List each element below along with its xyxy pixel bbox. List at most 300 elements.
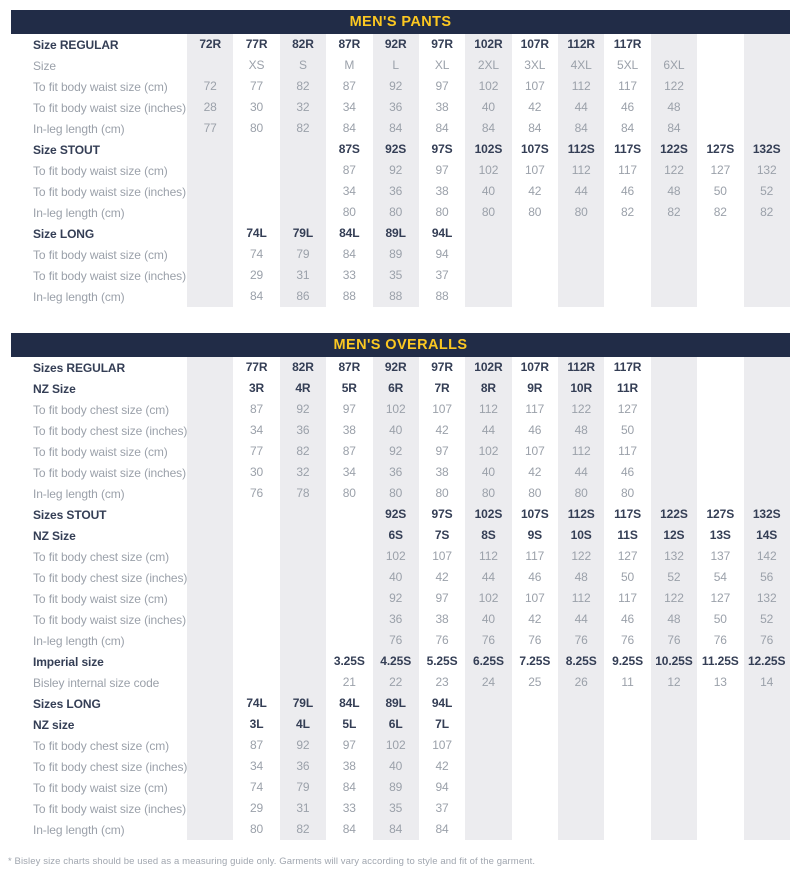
size-cell: 84 bbox=[558, 118, 604, 139]
size-cell: 29 bbox=[249, 268, 264, 282]
size-cell bbox=[187, 609, 233, 630]
size-cell: 8R bbox=[465, 378, 511, 399]
size-cell bbox=[280, 504, 326, 525]
size-cell bbox=[187, 798, 233, 819]
size-cell: 107 bbox=[524, 444, 545, 458]
size-cell: 102 bbox=[373, 735, 419, 756]
size-cell: 102R bbox=[465, 34, 511, 55]
size-cell bbox=[465, 756, 511, 777]
size-cell bbox=[604, 798, 650, 819]
size-cell: 50 bbox=[713, 184, 727, 198]
row-label: To fit body waist size (inches) bbox=[33, 612, 186, 627]
size-cell: 34 bbox=[342, 465, 356, 479]
size-cell bbox=[744, 55, 790, 76]
size-cell bbox=[604, 286, 650, 307]
size-cell bbox=[744, 462, 790, 483]
table-row bbox=[11, 525, 790, 546]
size-cell: 97R bbox=[431, 360, 453, 374]
size-cell: 102 bbox=[465, 160, 511, 181]
size-cell bbox=[697, 223, 743, 244]
size-cell bbox=[280, 139, 326, 160]
size-cell: 6R bbox=[373, 378, 419, 399]
size-cell: 107 bbox=[524, 79, 545, 93]
mens-overalls-table bbox=[11, 333, 790, 840]
size-cell: 84 bbox=[435, 121, 449, 135]
size-cell bbox=[604, 223, 650, 244]
size-cell: 80 bbox=[342, 486, 356, 500]
size-cell bbox=[187, 202, 233, 223]
size-cell: 117 bbox=[525, 402, 545, 416]
size-cell: 34 bbox=[249, 759, 264, 773]
size-cell: 14 bbox=[744, 672, 790, 693]
size-cell: 50 bbox=[620, 570, 635, 584]
size-cell: 14S bbox=[744, 525, 790, 546]
size-cell bbox=[558, 735, 604, 756]
size-cell: 80 bbox=[558, 202, 604, 223]
table-row bbox=[11, 441, 790, 462]
size-cell: 80 bbox=[435, 205, 449, 219]
size-cell bbox=[187, 525, 233, 546]
size-cell bbox=[651, 735, 697, 756]
size-cell bbox=[651, 798, 697, 819]
size-cell: 37 bbox=[435, 801, 449, 815]
size-cell: 82 bbox=[280, 76, 326, 97]
size-cell: 127 bbox=[617, 549, 638, 563]
size-cell: 48 bbox=[651, 609, 697, 630]
size-cell bbox=[744, 756, 790, 777]
size-cell bbox=[697, 735, 743, 756]
size-cell: 87R bbox=[338, 360, 361, 374]
size-cell: 82 bbox=[651, 202, 697, 223]
size-cell: 84 bbox=[342, 247, 356, 261]
size-cell: 74 bbox=[249, 247, 264, 261]
size-cell bbox=[651, 441, 697, 462]
size-cell bbox=[280, 567, 326, 588]
size-cell bbox=[744, 441, 790, 462]
size-cell: 88 bbox=[435, 289, 449, 303]
size-cell bbox=[187, 756, 233, 777]
size-cell bbox=[465, 223, 511, 244]
size-cell: 94L bbox=[431, 696, 453, 710]
row-label: To fit body waist size (inches) bbox=[33, 184, 186, 199]
mens-pants-header-bar bbox=[11, 10, 790, 34]
size-cell: 80 bbox=[465, 202, 511, 223]
size-cell: 132 bbox=[744, 588, 790, 609]
table-row bbox=[11, 567, 790, 588]
size-cell: 36 bbox=[373, 609, 419, 630]
size-cell: 48 bbox=[651, 97, 697, 118]
size-cell: 89 bbox=[373, 777, 419, 798]
size-cell: 36 bbox=[280, 420, 326, 441]
size-cell: 102 bbox=[373, 399, 419, 420]
size-cell bbox=[326, 525, 372, 546]
size-cell: 122S bbox=[651, 504, 697, 525]
size-cell bbox=[744, 798, 790, 819]
size-cell: 12 bbox=[651, 672, 697, 693]
size-cell: 22 bbox=[373, 672, 419, 693]
size-cell: 7S bbox=[434, 528, 450, 542]
size-cell bbox=[697, 798, 743, 819]
size-cell: 82 bbox=[280, 441, 326, 462]
size-cell: 84 bbox=[342, 121, 356, 135]
size-cell: 80 bbox=[558, 483, 604, 504]
size-cell: 4.25S bbox=[373, 651, 419, 672]
size-cell: 112 bbox=[558, 441, 604, 462]
size-cell bbox=[512, 286, 558, 307]
size-cell bbox=[326, 546, 372, 567]
size-cell: 76 bbox=[713, 633, 727, 647]
table-row bbox=[11, 672, 790, 693]
size-cell: 92 bbox=[280, 735, 326, 756]
size-cell: 32 bbox=[280, 462, 326, 483]
size-cell bbox=[233, 181, 279, 202]
size-cell bbox=[187, 55, 233, 76]
size-cell bbox=[697, 55, 743, 76]
size-cell bbox=[697, 819, 743, 840]
size-cell bbox=[465, 286, 511, 307]
table-row bbox=[11, 118, 790, 139]
size-cell bbox=[280, 630, 326, 651]
size-cell bbox=[697, 265, 743, 286]
size-cell: 82 bbox=[744, 202, 790, 223]
size-cell: L bbox=[373, 55, 419, 76]
size-cell: 97 bbox=[435, 79, 449, 93]
size-cell: 34 bbox=[342, 184, 356, 198]
size-cell bbox=[697, 399, 743, 420]
size-cell: 82 bbox=[713, 205, 727, 219]
size-cell: 107 bbox=[432, 549, 452, 563]
size-cell bbox=[697, 244, 743, 265]
table-row bbox=[11, 139, 790, 160]
size-cell: 11.25S bbox=[701, 654, 739, 668]
mens-pants-title: MEN'S PANTS bbox=[349, 14, 452, 30]
table-row bbox=[11, 223, 790, 244]
size-cell: 107 bbox=[524, 591, 545, 605]
size-cell bbox=[187, 441, 233, 462]
table-row bbox=[11, 265, 790, 286]
size-cell bbox=[697, 756, 743, 777]
size-cell bbox=[744, 118, 790, 139]
size-cell: 76 bbox=[465, 630, 511, 651]
size-cell: 7L bbox=[435, 717, 449, 731]
size-cell: 7.25S bbox=[519, 654, 551, 668]
size-cell: 102R bbox=[465, 357, 511, 378]
size-cell: 102 bbox=[373, 546, 419, 567]
size-cell: 23 bbox=[435, 675, 449, 689]
size-cell: 26 bbox=[558, 672, 604, 693]
size-cell bbox=[744, 819, 790, 840]
size-cell: 36 bbox=[373, 462, 419, 483]
size-cell bbox=[651, 420, 697, 441]
size-cell: 72R bbox=[187, 34, 233, 55]
row-label: NZ size bbox=[33, 717, 75, 732]
size-cell: 46 bbox=[620, 184, 635, 198]
size-cell: 12.25S bbox=[744, 651, 790, 672]
size-cell bbox=[187, 160, 233, 181]
table-row bbox=[11, 504, 790, 525]
size-cell: XS bbox=[248, 58, 265, 72]
size-cell bbox=[744, 693, 790, 714]
size-cell: 76 bbox=[744, 630, 790, 651]
size-cell: 44 bbox=[558, 609, 604, 630]
size-cell: 84 bbox=[620, 121, 635, 135]
size-cell: 97 bbox=[342, 738, 356, 752]
size-cell bbox=[187, 735, 233, 756]
size-cell bbox=[187, 286, 233, 307]
size-cell: 40 bbox=[465, 609, 511, 630]
size-cell: 89 bbox=[373, 244, 419, 265]
size-cell bbox=[187, 546, 233, 567]
size-cell bbox=[187, 693, 233, 714]
size-cell bbox=[651, 693, 697, 714]
mens-overalls-title: MEN'S OVERALLS bbox=[333, 337, 468, 353]
size-cell: 40 bbox=[465, 97, 511, 118]
size-cell: 80 bbox=[373, 202, 419, 223]
size-cell bbox=[697, 378, 743, 399]
size-cell bbox=[280, 609, 326, 630]
table-row bbox=[11, 34, 790, 55]
size-cell: 97R bbox=[431, 37, 453, 51]
size-cell: 77R bbox=[245, 37, 268, 51]
size-cell: 11S bbox=[617, 528, 638, 542]
row-label: Sizes LONG bbox=[33, 696, 101, 711]
size-cell bbox=[697, 357, 743, 378]
size-cell bbox=[233, 160, 279, 181]
size-cell: 50 bbox=[620, 423, 635, 437]
row-label: Imperial size bbox=[33, 654, 104, 669]
row-label: To fit body waist size (cm) bbox=[33, 591, 168, 606]
size-cell: 74L bbox=[246, 226, 267, 240]
size-cell: 74 bbox=[249, 780, 264, 794]
size-cell: 84 bbox=[342, 780, 356, 794]
size-cell: 112 bbox=[465, 546, 511, 567]
size-cell: 34 bbox=[249, 423, 264, 437]
size-cell: 4L bbox=[280, 714, 326, 735]
size-cell: 40 bbox=[373, 567, 419, 588]
size-cell: 78 bbox=[280, 483, 326, 504]
size-cell: 112S bbox=[558, 504, 604, 525]
size-cell: S bbox=[280, 55, 326, 76]
size-cell bbox=[651, 378, 697, 399]
size-cell bbox=[465, 735, 511, 756]
size-cell: 122S bbox=[651, 139, 697, 160]
size-cell: 102S bbox=[465, 139, 511, 160]
size-cell: 46 bbox=[620, 612, 635, 626]
size-cell: 2XL bbox=[465, 55, 511, 76]
size-cell: 87R bbox=[338, 37, 361, 51]
size-cell: 84 bbox=[373, 819, 419, 840]
size-cell bbox=[697, 118, 743, 139]
size-cell bbox=[744, 483, 790, 504]
size-cell: 13S bbox=[709, 528, 731, 542]
size-cell: 80 bbox=[465, 483, 511, 504]
size-cell bbox=[651, 286, 697, 307]
size-cell: 42 bbox=[435, 759, 449, 773]
size-cell bbox=[233, 651, 279, 672]
size-cell: 42 bbox=[528, 100, 542, 114]
size-cell: 107S bbox=[520, 507, 549, 521]
size-cell bbox=[697, 286, 743, 307]
size-cell bbox=[465, 265, 511, 286]
size-cell bbox=[233, 139, 279, 160]
row-label: In-leg length (cm) bbox=[33, 633, 125, 648]
size-cell: 97 bbox=[435, 163, 449, 177]
size-cell bbox=[233, 609, 279, 630]
row-label: To fit body chest size (inches) bbox=[33, 759, 188, 774]
size-cell bbox=[512, 756, 558, 777]
size-cell: 5L bbox=[342, 717, 357, 731]
size-cell bbox=[651, 399, 697, 420]
size-cell: 117R bbox=[613, 37, 642, 51]
size-cell bbox=[187, 714, 233, 735]
table-row bbox=[11, 630, 790, 651]
row-label: To fit body chest size (cm) bbox=[33, 549, 170, 564]
size-cell: 92 bbox=[373, 441, 419, 462]
size-cell: 33 bbox=[342, 268, 356, 282]
size-cell bbox=[558, 286, 604, 307]
size-cell: 10S bbox=[558, 525, 604, 546]
size-cell: 127S bbox=[706, 142, 735, 156]
row-label: In-leg length (cm) bbox=[33, 121, 125, 136]
row-label: To fit body chest size (cm) bbox=[33, 402, 170, 417]
size-cell: 48 bbox=[558, 420, 604, 441]
size-cell: 84 bbox=[435, 822, 449, 836]
row-label: Sizes STOUT bbox=[33, 507, 107, 522]
size-cell bbox=[697, 462, 743, 483]
size-cell: 112 bbox=[558, 160, 604, 181]
size-cell: 94 bbox=[435, 780, 449, 794]
size-cell: 30 bbox=[249, 100, 264, 114]
row-label: To fit body waist size (cm) bbox=[33, 247, 168, 262]
size-cell bbox=[558, 244, 604, 265]
row-label: In-leg length (cm) bbox=[33, 205, 125, 220]
size-cell: 80 bbox=[249, 121, 264, 135]
size-cell: 46 bbox=[620, 100, 635, 114]
size-cell: 87 bbox=[342, 444, 356, 458]
size-cell bbox=[604, 819, 650, 840]
size-cell: 6XL bbox=[651, 55, 697, 76]
size-cell: 92 bbox=[373, 160, 419, 181]
size-cell: 87S bbox=[338, 142, 360, 156]
size-cell bbox=[233, 588, 279, 609]
size-cell: 132S bbox=[744, 139, 790, 160]
size-cell bbox=[187, 357, 233, 378]
size-cell bbox=[187, 244, 233, 265]
size-cell: 4XL bbox=[558, 55, 604, 76]
row-label: To fit body waist size (inches) bbox=[33, 801, 186, 816]
size-cell bbox=[651, 357, 697, 378]
size-cell bbox=[651, 244, 697, 265]
size-cell: 8.25S bbox=[558, 651, 604, 672]
row-label: In-leg length (cm) bbox=[33, 289, 125, 304]
table-row bbox=[11, 202, 790, 223]
size-cell bbox=[187, 819, 233, 840]
table-row bbox=[11, 651, 790, 672]
size-cell: 42 bbox=[435, 423, 449, 437]
size-cell: 38 bbox=[435, 465, 449, 479]
size-cell bbox=[465, 798, 511, 819]
size-cell bbox=[604, 693, 650, 714]
size-cell: 97S bbox=[431, 142, 453, 156]
size-cell: 30 bbox=[249, 465, 264, 479]
size-cell: 112 bbox=[558, 588, 604, 609]
size-cell bbox=[187, 139, 233, 160]
size-cell bbox=[280, 588, 326, 609]
size-cell bbox=[280, 672, 326, 693]
size-cell bbox=[651, 483, 697, 504]
size-cell bbox=[280, 202, 326, 223]
table-row bbox=[11, 420, 790, 441]
size-cell bbox=[651, 819, 697, 840]
size-cell: 76 bbox=[373, 630, 419, 651]
row-label: To fit body waist size (cm) bbox=[33, 780, 168, 795]
size-cell: 87 bbox=[342, 79, 356, 93]
size-cell bbox=[187, 630, 233, 651]
size-cell bbox=[558, 819, 604, 840]
size-cell: 127 bbox=[710, 591, 731, 605]
size-cell: 44 bbox=[465, 567, 511, 588]
row-label: NZ Size bbox=[33, 381, 76, 396]
table-row bbox=[11, 756, 790, 777]
size-cell: 3.25S bbox=[333, 654, 365, 668]
table-row bbox=[11, 714, 790, 735]
size-cell bbox=[233, 672, 279, 693]
row-label: To fit body waist size (cm) bbox=[33, 163, 168, 178]
size-cell bbox=[187, 588, 233, 609]
size-cell bbox=[558, 777, 604, 798]
size-cell bbox=[744, 357, 790, 378]
size-cell bbox=[280, 160, 326, 181]
size-cell bbox=[744, 378, 790, 399]
size-cell bbox=[233, 546, 279, 567]
table-row bbox=[11, 798, 790, 819]
size-cell bbox=[744, 223, 790, 244]
footnote: * Bisley size charts should be used as a measuring guide only. Garments will vary according to style and fit of the garment. bbox=[8, 856, 536, 867]
size-cell bbox=[697, 420, 743, 441]
table-row bbox=[11, 819, 790, 840]
size-cell: 117 bbox=[618, 591, 637, 605]
size-cell: 42 bbox=[528, 612, 542, 626]
size-cell: 77 bbox=[187, 118, 233, 139]
size-cell: 42 bbox=[435, 570, 449, 584]
size-cell: 122 bbox=[651, 160, 697, 181]
table-row bbox=[11, 55, 790, 76]
row-label: In-leg length (cm) bbox=[33, 486, 125, 501]
size-cell: 89L bbox=[373, 223, 419, 244]
size-cell: 127 bbox=[617, 402, 638, 416]
size-cell: 107 bbox=[524, 163, 545, 177]
size-cell: 36 bbox=[373, 181, 419, 202]
size-cell: 89L bbox=[373, 693, 419, 714]
size-cell: 107 bbox=[432, 738, 452, 752]
size-cell bbox=[604, 735, 650, 756]
table-row bbox=[11, 378, 790, 399]
size-cell: 132 bbox=[744, 160, 790, 181]
size-cell: 7R bbox=[434, 381, 450, 395]
size-cell: 12S bbox=[651, 525, 697, 546]
size-cell: 80 bbox=[373, 483, 419, 504]
size-cell: 80 bbox=[435, 486, 449, 500]
size-cell: 117 bbox=[525, 549, 545, 563]
size-cell: 40 bbox=[465, 462, 511, 483]
size-cell: 94L bbox=[431, 226, 453, 240]
row-label: To fit body waist size (inches) bbox=[33, 100, 186, 115]
size-cell: 87 bbox=[249, 402, 264, 416]
row-label: To fit body waist size (cm) bbox=[33, 79, 168, 94]
row-label: To fit body chest size (inches) bbox=[33, 570, 188, 585]
size-cell: 40 bbox=[373, 420, 419, 441]
size-cell: 92 bbox=[280, 399, 326, 420]
